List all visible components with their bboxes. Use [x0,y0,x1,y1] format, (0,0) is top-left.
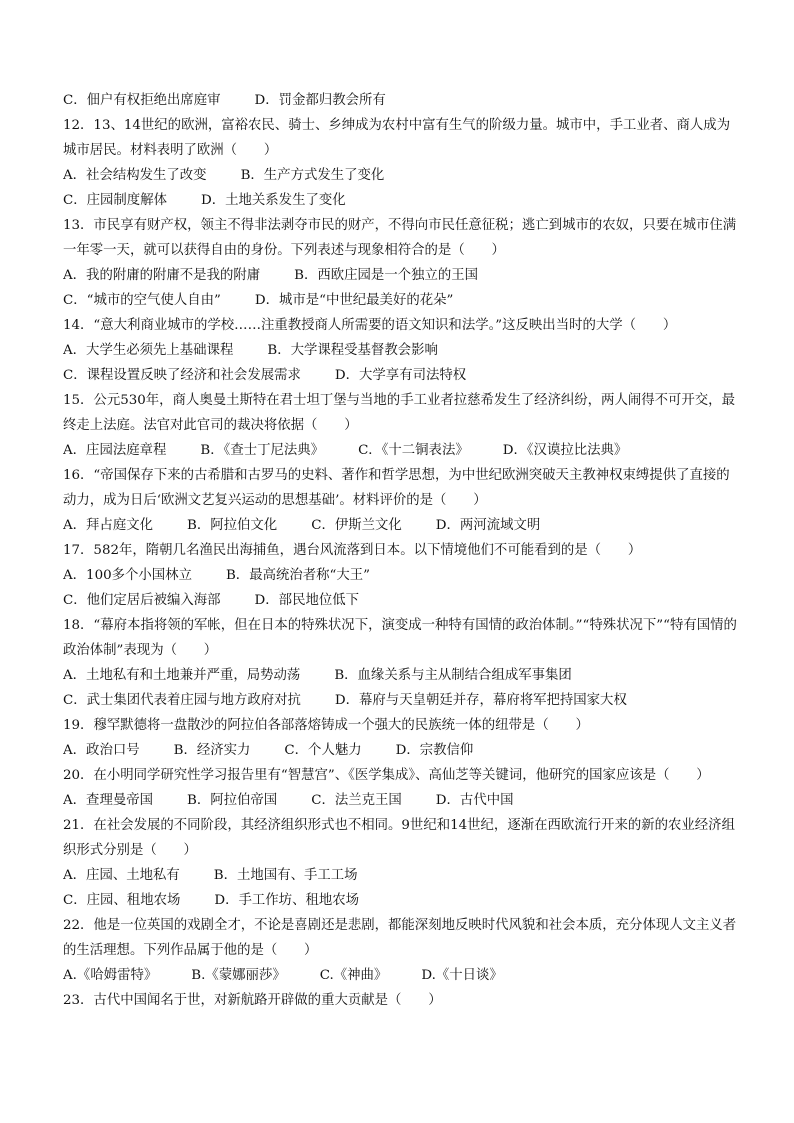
answer-option: B．西欧庄园是一个独立的王国 [294,268,479,283]
answer-option: A．查理曼帝国 [63,793,154,808]
answer-option: D．《汉谟拉比法典》 [502,443,628,458]
answer-option: B．大学课程受基督教会影响 [267,343,438,358]
answer-option: D．手工作坊、租地农场 [214,893,360,908]
answer-option: A．庄园、土地私有 [63,868,180,883]
question-stem: 13．市民享有财产权，领主不得非法剥夺市民的财产，不得向市民任意征税；逃亡到城市的农奴，只要在城市住满一年零一天，就可以获得自由的身份。下列表述与现象相符合的是（ ） [63,218,737,258]
answer-options [63,188,738,213]
answer-option: D．土地关系发生了变化 [200,193,346,208]
answer-options [63,288,738,313]
answer-options [63,588,738,613]
question-stem: 14．“意大利商业城市的学校……注重教授商人所需要的语文知识和法学。”这反映出当时的大学（ ） [63,318,677,333]
answer-options [63,688,738,713]
question-stem: 12．13、14世纪的欧洲，富裕农民、骑士、乡绅成为农村中富有生气的阶级力量。城市中，手工业者、商人成为城市居民。材料表明了欧洲（ ） [63,118,731,158]
answer-option: B．最高统治者称“大王” [225,568,371,583]
answer-option: B．生产方式发生了变化 [240,168,385,183]
answer-option: D．宗教信仰 [395,743,474,758]
answer-option: C．课程设置反映了经济和社会发展需求 [63,368,301,383]
question-stem: 19．穆罕默德将一盘散沙的阿拉伯各部落熔铸成一个强大的民族统一体的纽带是（ ） [63,718,589,733]
answer-options [63,163,738,188]
answer-option: A．土地私有和土地兼并严重，局势动荡 [63,668,301,683]
answer-option: D．幕府与天皇朝廷并存，幕府将军把持国家大权 [334,693,627,708]
answer-options [63,263,738,288]
question-stem: 15．公元530年，商人奥曼土斯特在君士坦丁堡与当地的手工业者拉慈希发生了经济纠纷，两人闹得不可开交，最终走上法庭。法官对此官司的裁决将依据（ ） [63,393,735,433]
answer-option: C.《神曲》 [319,968,388,983]
answer-option: B.《蒙娜丽莎》 [191,968,286,983]
answer-option: D．罚金都归教会所有 [254,93,386,108]
answer-option: C．个人魅力 [284,743,362,758]
answer-option: D.《十日谈》 [421,968,503,983]
answer-option: A．100多个小国林立 [63,568,192,583]
question-stem: 23．古代中国闻名于世，对新航路开辟做的重大贡献是（ ） [63,993,442,1008]
answer-option: A．庄园法庭章程 [63,443,167,458]
answer-option: D．两河流域文明 [435,518,541,533]
answer-option: B．经济实力 [173,743,251,758]
answer-option: C．《十二铜表法》 [358,443,469,458]
answer-option: B．阿拉伯文化 [187,518,278,533]
question-stem: 21．在社会发展的不同阶段，其经济组织形式也不相同。9世纪和14世纪，逐渐在西欧流行开来的新的农业经济组织形式分别是（ ） [63,818,735,858]
answer-option: C．佃户有权拒绝出席庭审 [63,93,221,108]
answer-options [63,338,738,363]
answer-options [63,438,738,463]
answer-option: A．拜占庭文化 [63,518,154,533]
answer-options [63,363,738,388]
question-stem: 20．在小明同学研究性学习报告里有“智慧宫”、《医学集成》、高仙芝等关键词，他研究的国家应该是（ ） [63,768,710,783]
answer-option: C．武士集团代表着庄园与地方政府对抗 [63,693,301,708]
answer-option: C．庄园、租地农场 [63,893,181,908]
answer-option: A．社会结构发生了改变 [63,168,207,183]
question-stem: 16．“帝国保存下来的古希腊和古罗马的史料、著作和哲学思想，为中世纪欧洲突破天主教神权束缚提供了直接的动力，成为日后‘欧洲文艺复兴运动的思想基础’。材料评价的是（ ） [63,468,730,508]
answer-options [63,863,738,888]
answer-option: C．伊斯兰文化 [311,518,402,533]
answer-option: B．土地国有、手工工场 [213,868,358,883]
answer-option: C．法兰克王国 [311,793,402,808]
answer-options [63,563,738,588]
answer-options [63,88,738,113]
answer-option: D．城市是“中世纪最美好的花朵” [254,293,454,308]
answer-option: C．他们定居后被编入海部 [63,593,221,608]
answer-option: B．阿拉伯帝国 [187,793,278,808]
answer-options [63,513,738,538]
answer-option: C．庄园制度解体 [63,193,167,208]
answer-option: A.《哈姆雷特》 [63,968,158,983]
answer-option: B．血缘关系与主从制结合组成军事集团 [334,668,572,683]
answer-option: A．我的附庸的附庸不是我的附庸 [63,268,261,283]
answer-option: B．《查士丁尼法典》 [200,443,325,458]
question-stem: 18．“幕府本指将领的军帐，但在日本的特殊状况下，演变成一种特有国情的政治体制。”“特殊状况下”“特有国情的政治体制”表现为（ ） [63,618,737,658]
question-stem: 22．他是一位英国的戏剧全才，不论是喜剧还是悲剧，都能深刻地反映时代风貌和社会本质，充分体现人文主义者的生活理想。下列作品属于他的是（ ） [63,918,737,958]
answer-option: C．“城市的空气使人自由” [63,293,221,308]
answer-option: A．政治口号 [63,743,140,758]
answer-options [63,963,738,988]
answer-options [63,738,738,763]
answer-option: D．部民地位低下 [254,593,360,608]
answer-options [63,663,738,688]
answer-options [63,788,738,813]
answer-options [63,888,738,913]
question-stem: 17．582年，隋朝几名渔民出海捕鱼，遇台风流落到日本。以下情境他们不可能看到的是（ ） [63,543,642,558]
answer-option: D．古代中国 [435,793,514,808]
answer-option: A．大学生必须先上基础课程 [63,343,234,358]
answer-option: D．大学享有司法特权 [334,368,467,383]
